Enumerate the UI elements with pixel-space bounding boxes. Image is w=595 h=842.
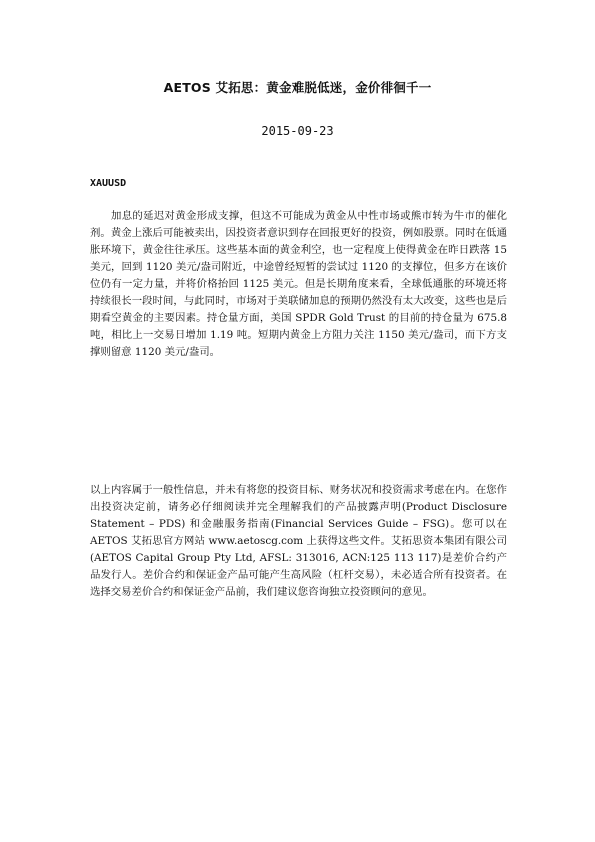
analysis-paragraph: 加息的延迟对黄金形成支撑，但这不可能成为黄金从中性市场或熊市转为牛市的催化剂。黄金上涨后可能被卖出，因投资者意识到存在回报更好的投资，例如股票。同时在低通胀环境下，黄金往往承压。这些基本面的黄金利空，也一定程度上使得黄金在昨日跌落 15 美元，回到 1120 美元/盎司附近，中途曾经短暂的尝试过 1120 的支撑位，但多方在该价位仍有一定力量，并将价格抬回 1125 美元。但是长期角度来看，全球低通胀的环境还将持续很长一段时间，与此同时，市场对于美联储加息的预期仍然没有太大改变，这些也是后期看空黄金的主要因素。持仓量方面，美国 SPDR Gold Trust 的目前的持仓量为 675.8 吨，相比上一交易日增加 1.19 吨。短期内黄金上方阻力关注 1150 美元/盎司，而下方支撑则留意 1120 美元/盎司。 [90,210,507,358]
instrument-symbol: XAUUSD [90,178,127,189]
document-date: 2015-09-23 [261,124,334,138]
disclaimer-paragraph: 以上内容属于一般性信息，并未有将您的投资目标、财务状况和投资需求考虑在内。在您作出投资决定前，请务必仔细阅读并完全理解我们的产品披露声明(Product Disclosure Statement – PDS) 和金融服务指南(Financial Services Guide – FSG)。您可以在 AETOS 艾拓思官方网站 www.aetoscg.com 上获得这些文件。艾拓思资本集团有限公司(AETOS Capital Group Pty Ltd, AFSL: 313016, ACN:125 113 117)是差价合约产品发行人。差价合约和保证金产品可能产生高风险（杠杆交易），未必适合所有投资者。在选择交易差价合约和保证金产品前，我们建议您咨询独立投资顾问的意见。 [90,484,507,598]
document-title: AETOS 艾拓思：黄金难脱低迷，金价徘徊千一 [163,80,432,95]
